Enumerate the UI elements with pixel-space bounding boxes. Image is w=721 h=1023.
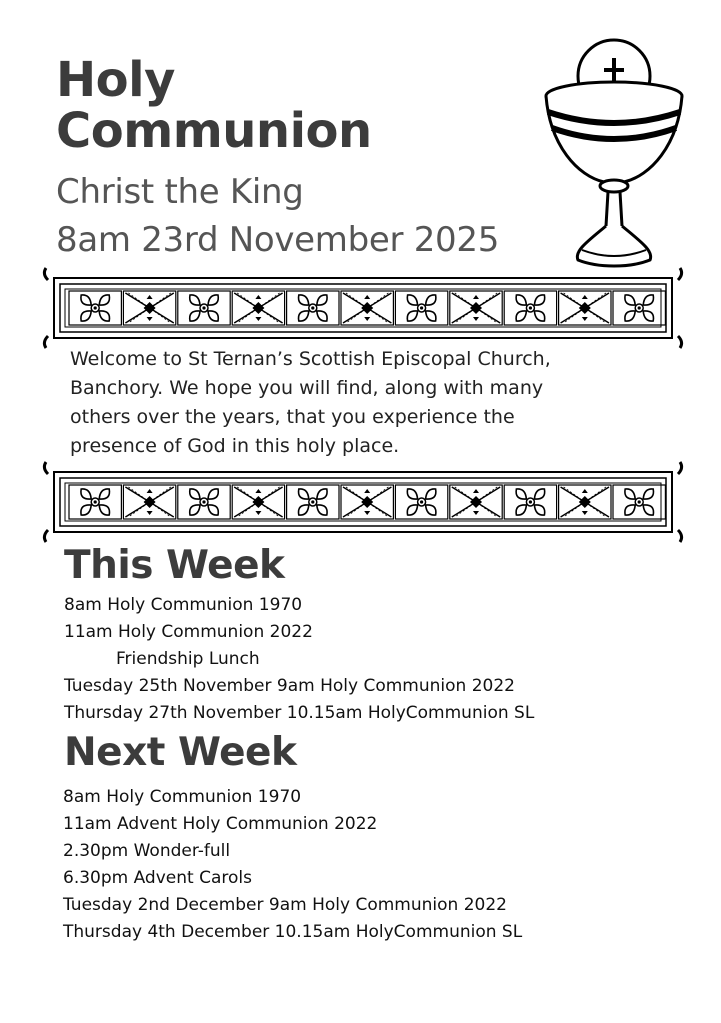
border-tile	[287, 291, 339, 325]
border-tile	[504, 291, 556, 325]
border-tile	[69, 485, 121, 519]
list-item: 11am Holy Communion 2022	[64, 622, 313, 642]
border-tile	[395, 291, 447, 325]
welcome-line: presence of God in this holy place.	[70, 435, 400, 457]
welcome-line: others over the years, that you experience the	[70, 406, 515, 428]
border-tile	[178, 485, 230, 519]
list-item: 11am Advent Holy Communion 2022	[63, 814, 378, 834]
title-line-1: Holy	[56, 52, 175, 108]
border-tile	[559, 291, 611, 325]
border-tile	[559, 485, 611, 519]
subtitle-date: 8am 23rd November 2025	[56, 220, 500, 260]
list-item: Tuesday 2nd December 9am Holy Communion 2022	[63, 895, 507, 915]
border-tile	[504, 485, 556, 519]
list-item: 8am Holy Communion 1970	[64, 595, 303, 615]
border-tiles	[69, 291, 665, 325]
next-week-list	[63, 784, 522, 946]
border-tiles	[69, 485, 665, 519]
list-item: 2.30pm Wonder-full	[63, 841, 231, 861]
border-tile	[123, 485, 175, 519]
border-tile	[178, 291, 230, 325]
border-tile	[613, 485, 665, 519]
list-item: Friendship Lunch	[116, 649, 260, 669]
border-tile	[69, 291, 121, 325]
title-line-2: Communion	[56, 103, 372, 159]
border-tile	[232, 291, 284, 325]
list-item: Thursday 27th November 10.15am HolyCommunion SL	[64, 703, 535, 723]
border-tile	[613, 291, 665, 325]
this-week-heading: This Week	[64, 543, 285, 588]
border-tile	[450, 291, 502, 325]
chalice-icon	[538, 36, 688, 272]
list-item: 6.30pm Advent Carols	[63, 868, 252, 888]
border-tile	[232, 485, 284, 519]
list-item: 8am Holy Communion 1970	[63, 787, 302, 807]
border-tile	[287, 485, 339, 519]
list-item: Thursday 4th December 10.15am HolyCommunion SL	[63, 922, 523, 942]
border-tile	[123, 291, 175, 325]
decorative-border-bottom	[42, 458, 684, 546]
border-tile	[450, 485, 502, 519]
welcome-line: Welcome to St Ternan’s Scottish Episcopal Church,	[70, 348, 551, 370]
list-item: Tuesday 25th November 9am Holy Communion 2022	[64, 676, 515, 696]
this-week-list	[64, 592, 534, 727]
welcome-message	[70, 345, 650, 461]
decorative-border-top	[42, 264, 684, 352]
next-week-heading: Next Week	[64, 730, 297, 775]
border-tile	[341, 485, 393, 519]
welcome-line: Banchory. We hope you will find, along with many	[70, 377, 544, 399]
border-tile	[395, 485, 447, 519]
border-tile	[341, 291, 393, 325]
subtitle-occasion: Christ the King	[56, 172, 304, 212]
